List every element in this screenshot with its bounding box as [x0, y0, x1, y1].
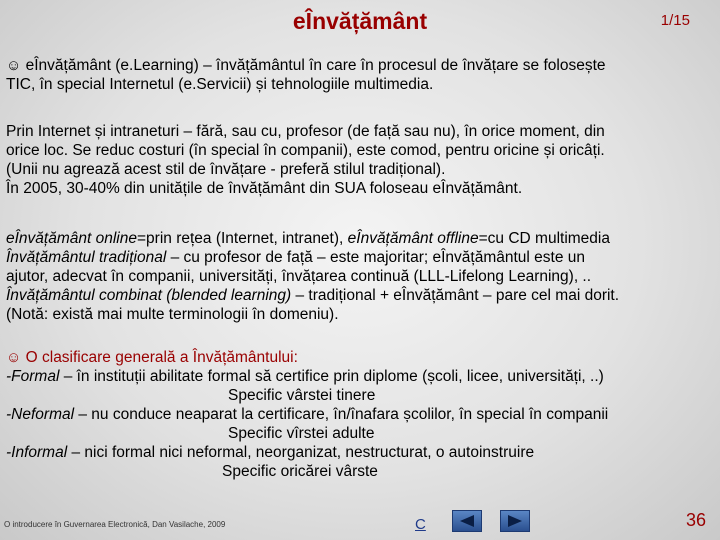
definition-line-1: ☺ eÎnvățământ (e.Learning) – învățământul în care în procesul de învățare se folosește — [6, 57, 606, 74]
types-block — [6, 229, 718, 324]
contents-link[interactable]: C — [415, 516, 426, 533]
internet-block — [6, 122, 718, 198]
definition-line-2: TIC, în special Internetul (e.Servicii) și tehnologiile multimedia. — [6, 76, 434, 93]
smiley-bullet-icon: ☺ — [6, 57, 22, 74]
types-line-2: Învățământul tradițional – cu profesor de față – este majoritar; eÎnvățământul este un — [6, 249, 586, 266]
definition-block — [6, 56, 718, 94]
slide-counter: 1/15 — [660, 12, 690, 29]
internet-line-1: Prin Internet și intraneturi – fără, sau cu, profesor (de față sau nu), în orice moment, din — [6, 123, 605, 140]
internet-line-4: În 2005, 30-40% din unitățile de învățământ din SUA foloseau eÎnvățământ. — [6, 180, 523, 197]
informal-sub: Specific oricărei vârste — [222, 463, 378, 480]
slide-title: eÎnvățământ — [292, 8, 428, 34]
next-slide-button[interactable] — [500, 510, 530, 532]
internet-line-3: (Unii nu agrează acest stil de învățare - preferă stilul tradițional). — [6, 161, 446, 178]
informal-line: -Informal – nici formal nici neformal, neorganizat, nestructurat, o autoinstruire — [6, 444, 535, 461]
formal-line: -Formal – în instituții abilitate formal să certifice prin diplome (școli, licee, universități, ..) — [6, 368, 604, 385]
types-line-3: ajutor, adecvat în companii, universități, învățarea continuă (LLL-Lifelong Learning), .. — [6, 268, 592, 285]
page-number: 36 — [685, 510, 706, 530]
footer — [0, 510, 720, 540]
neformal-line: -Neformal – nu conduce neaparat la certificare, în/înafara școlilor, în special în companii — [6, 406, 609, 423]
types-line-1: eÎnvățământ online=prin rețea (Internet, intranet), eÎnvățământ offline=cu CD multimedia — [6, 230, 610, 247]
types-line-5: (Notă: există mai multe terminologii în domeniu). — [6, 306, 339, 323]
arrow-right-icon — [506, 514, 524, 528]
classification-heading: ☺ O clasificare generală a Învățământului: — [6, 349, 298, 366]
classification-block — [6, 348, 718, 481]
smiley-bullet-icon: ☺ — [6, 349, 22, 366]
types-line-4: Învățământul combinat (blended learning) – tradițional + eÎnvățământ – pare cel mai dorit. — [6, 287, 620, 304]
neformal-sub: Specific vîrstei adulte — [228, 425, 375, 442]
formal-sub: Specific vârstei tinere — [228, 387, 376, 404]
footer-credit: O introducere în Guvernarea Electronică, Dan Vasilache, 2009 — [4, 520, 226, 529]
internet-line-2: orice loc. Se reduc costuri (în special în companii), este comod, pentru oricine și oricâți. — [6, 142, 605, 159]
arrow-left-icon — [458, 514, 476, 528]
previous-slide-button[interactable] — [452, 510, 482, 532]
